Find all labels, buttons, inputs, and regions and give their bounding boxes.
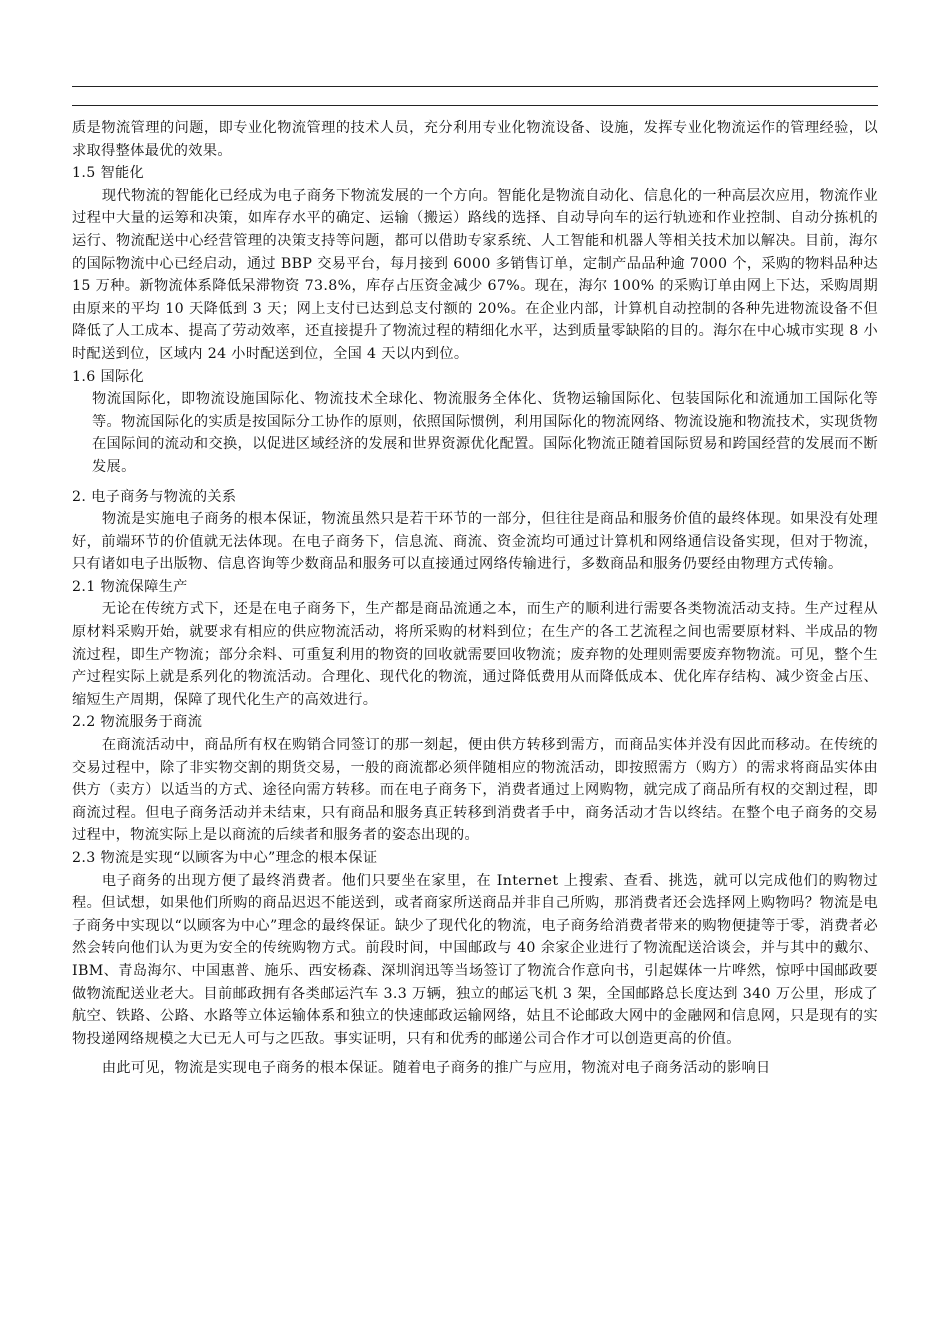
header-rule-top: [72, 86, 878, 87]
heading-1-6-internationalization: 1.6 国际化: [72, 368, 145, 385]
heading-1-5-intelligence: 1.5 智能化: [72, 165, 145, 182]
paragraph-internationalization: 物流国际化，即物流设施国际化、物流技术全球化、物流服务全体化、货物运输国际化、包装国际化和流通加工国际化等等。物流国际化的实质是按国际分工协作的原则，依照国际惯例，利用国际化的物流网络、物流设施和物流技术，实现货物在国际间的流动和交换，以促进区域经济的发展和世界资源优化配置。国际化物流正随着国际贸易和跨国经营的发展而不断发展。: [92, 391, 878, 475]
paragraph-production: 无论在传统方式下，还是在电子商务下，生产都是商品流通之本，而生产的顺利进行需要各类物流活动支持。生产过程从原材料采购开始，就要求有相应的供应物流活动，将所采购的材料到位；在生产的各工艺流程之间也需要原材料、半成品的物流过程，即生产物流；部分余料、可重复利用的物资的回收就需要回收物流；废弃物的处理则需要废弃物物流。可见，整个生产过程实际上就是系列化的物流活动。合理化、现代化的物流，通过降低费用从而降低成本、优化库存结构、减少资金占压、缩短生产周期，保障了现代化生产的高效进行。: [72, 601, 878, 708]
heading-2-2-commerce-flow: 2.2 物流服务于商流: [72, 714, 203, 731]
paragraph-continuation: 质是物流管理的问题，即专业化物流管理的技术人员，充分利用专业化物流设备、设施，发挥专业化物流运作的管理经验，以求取得整体最优的效果。: [72, 120, 878, 159]
paragraph-customer-centric: 电子商务的出现方便了最终消费者。他们只要坐在家里，在 Internet 上搜索、查看、挑选，就可以完成他们的购物过程。但试想，如果他们所购的商品迟迟不能送到，或者商家所送商品并非自己所购，那消费者还会选择网上购物吗？物流是电子商务中实现以“以顾客为中心”理念的最终保证。缺少了现代化的物流，电子商务给消费者带来的购物便捷等于零，消费者必然会转向他们认为更为安全的传统购物方式。前段时间，中国邮政与 40 余家企业进行了物流配送洽谈会，并与其中的戴尔、IBM、青岛海尔、中国惠普、施乐、西安杨森、深圳润迅等当场签订了物流合作意向书，引起媒体一片哗然，惊呼中国邮政要做物流配送业老大。目前邮政拥有各类邮运汽车 3.3 万辆，独立的邮运飞机 3 架，全国邮路总长度达到 340 万公里，形成了航空、铁路、公路、水路等立体运输体系和独立的快速邮政运输网络，姑且不论邮政大网中的金融网和信息网，只是现有的实物投递网络规模之大已无人可与之匹敌。事实证明，只有和优秀的邮递公司合作才可以创造更高的价值。: [72, 872, 878, 1047]
paragraph-commerce-flow: 在商流活动中，商品所有权在购销合同签订的那一刻起，便由供方转移到需方，而商品实体并没有因此而移动。在传统的交易过程中，除了非实物交割的期货交易，一般的商流都必须伴随相应的物流活动，即按照需方（购方）的需求将商品实体由供方（卖方）以适当的方式、途径向需方转移。而在电子商务下，消费者通过上网购物，就完成了商品所有权的交割过程，即商流过程。但电子商务活动并未结束，只有商品和服务真正转移到消费者手中，商务活动才告以终结。在整个电子商务的交易过程中，物流实际上是以商流的后续者和服务者的姿态出现的。: [72, 737, 878, 844]
paragraph-conclusion: 由此可见，物流是实现电子商务的根本保证。随着电子商务的推广与应用，物流对电子商务活动的影响日: [101, 1060, 771, 1077]
paragraph-relationship: 物流是实施电子商务的根本保证，物流虽然只是若干环节的一部分，但往往是商品和服务价值的最终体现。如果没有处理好，前端环节的价值就无法体现。在电子商务下，信息流、商流、资金流均可通过计算机和网络通信设备实现，但对于物流，只有诸如电子出版物、信息咨询等少数商品和服务可以直接通过网络传输进行，多数商品和服务仍要经由物理方式传输。: [72, 511, 878, 573]
heading-2-1-production: 2.1 物流保障生产: [72, 578, 188, 595]
heading-2-relationship: 2. 电子商务与物流的关系: [72, 488, 237, 505]
paragraph-intelligence: 现代物流的智能化已经成为电子商务下物流发展的一个方向。智能化是物流自动化、信息化的一种高层次应用，物流作业过程中大量的运筹和决策，如库存水平的确定、运输（搬运）路线的选择、自动导向车的运行轨迹和作业控制、自动分拣机的运行、物流配送中心经营管理的决策支持等问题，都可以借助专家系统、人工智能和机器人等相关技术加以解决。目前，海尔的国际物流中心已经启动，通过 BBP 交易平台，每月接到 6000 多销售订单，定制产品品种逾 7000 个，采购的物料品种达 15 万种。新物流体系降低呆滞物资 73.8%，库存占压资金减少 67%。现在，海尔 100% 的采购订单由网上下达，采购周期由原来的平均 10 天降低到 3 天；网上支付已达到总支付额的 20%。在企业内部，计算机自动控制的各种先进物流设备不但降低了人工成本、提高了劳动效率，还直接提升了物流过程的精细化水平，达到质量零缺陷的目的。海尔在中心城市实现 8 小时配送到位，区域内 24 小时配送到位，全国 4 天以内到位。: [72, 187, 878, 362]
header-rule-bottom: [72, 105, 878, 106]
document-body: [72, 117, 878, 1080]
heading-2-3-customer-centric: 2.3 物流是实现“以顾客为中心”理念的根本保证: [72, 850, 378, 866]
